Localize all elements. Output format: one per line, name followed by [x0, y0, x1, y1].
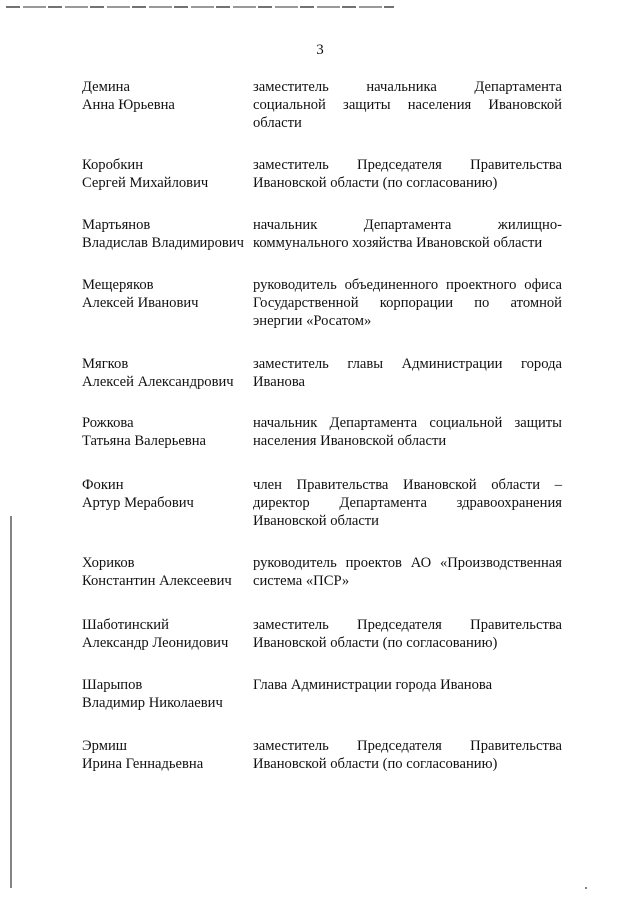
member-given-name: Владислав Владимирович [82, 234, 244, 251]
member-name [82, 277, 250, 313]
member-name [82, 217, 250, 253]
member-name [82, 356, 250, 392]
member-position: заместитель Председателя Правительства Ивановской области (по согласованию) [253, 157, 562, 191]
member-position: заместитель Председателя Правительства Ивановской области (по согласованию) [253, 617, 562, 651]
member-position: руководитель объединенного проектного офиса Государственной корпорации по атомной энергии «Росатом» [253, 277, 562, 329]
member-surname: Эрмиш [82, 738, 127, 754]
member-given-name: Артур Мерабович [82, 494, 194, 511]
member-surname: Рожкова [82, 415, 134, 431]
member-position: Глава Администрации города Иванова [253, 677, 493, 693]
member-given-name: Сергей Михайлович [82, 174, 209, 191]
member-surname: Демина [82, 79, 130, 95]
member-position: начальник Департамента жилищно-коммунального хозяйства Ивановской области [253, 217, 562, 251]
member-given-name: Константин Алексеевич [82, 572, 232, 589]
member-name [82, 415, 250, 451]
member-position: заместитель Председателя Правительства Ивановской области (по согласованию) [253, 738, 562, 772]
member-given-name: Александр Леонидович [82, 634, 229, 651]
member-surname: Хориков [82, 555, 135, 571]
member-surname: Фокин [82, 477, 124, 493]
member-surname: Шарыпов [82, 677, 143, 693]
member-name [82, 617, 250, 653]
member-given-name: Ирина Геннадьевна [82, 755, 204, 772]
page-number: 3 [316, 42, 324, 58]
member-name [82, 555, 250, 591]
member-position: заместитель начальника Департамента социальной защиты населения Ивановской области [253, 79, 562, 131]
member-name [82, 738, 250, 774]
member-surname: Коробкин [82, 157, 144, 173]
member-position: член Правительства Ивановской области – директор Департамента здравоохранения Ивановской области [253, 477, 562, 529]
member-surname: Мягков [82, 356, 129, 372]
member-surname: Шаботинский [82, 617, 169, 633]
member-position: заместитель главы Администрации города Иванова [253, 356, 562, 390]
member-given-name: Алексей Иванович [82, 294, 199, 311]
member-surname: Мартьянов [82, 217, 151, 233]
member-surname: Мещеряков [82, 277, 154, 293]
member-given-name: Анна Юрьевна [82, 96, 175, 113]
member-name [82, 477, 250, 513]
member-position: начальник Департамента социальной защиты населения Ивановской области [253, 415, 562, 449]
member-name [82, 677, 250, 713]
member-position: руководитель проектов АО «Производственная система «ПСР» [253, 555, 562, 589]
member-given-name: Алексей Александрович [82, 373, 234, 390]
member-given-name: Татьяна Валерьевна [82, 432, 207, 449]
member-given-name: Владимир Николаевич [82, 694, 223, 711]
member-name [82, 79, 250, 115]
member-name [82, 157, 250, 193]
